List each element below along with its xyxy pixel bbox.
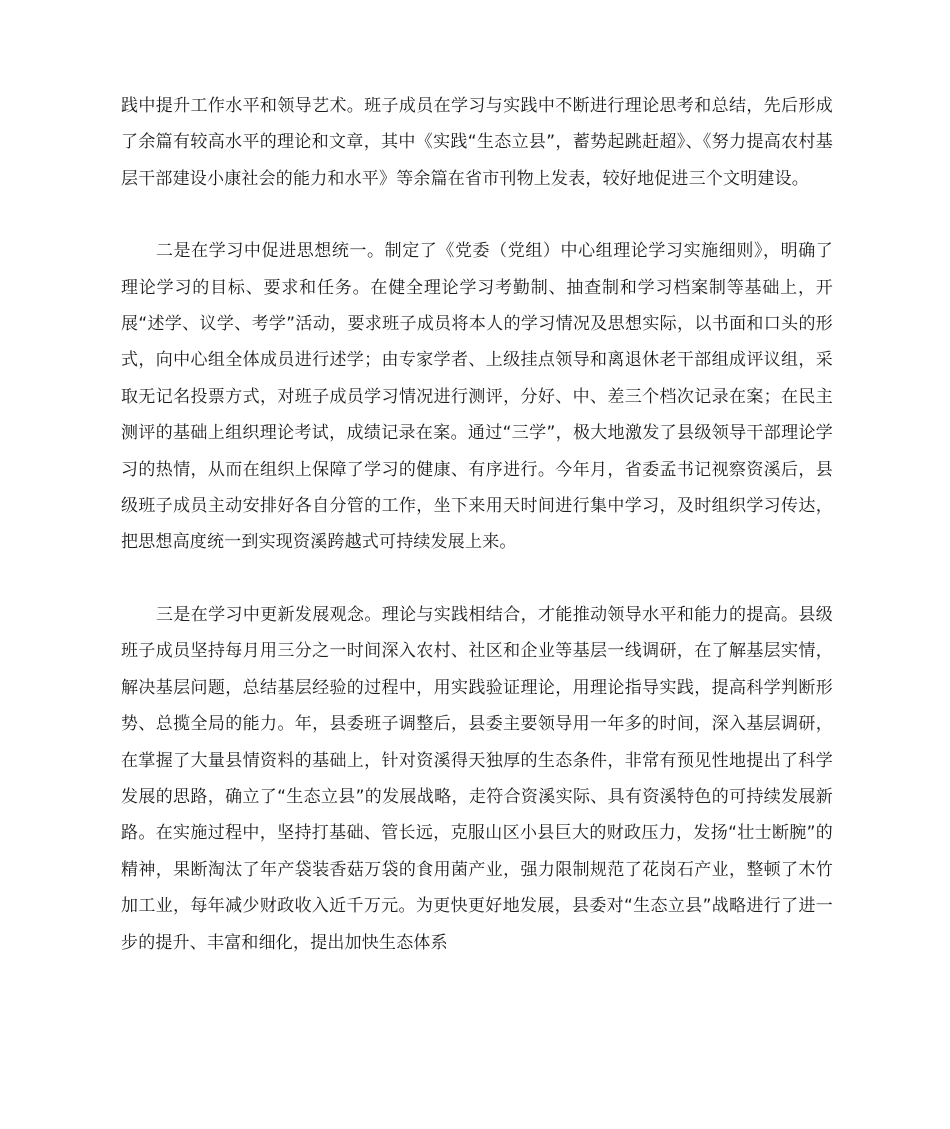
paragraph-gap (121, 561, 833, 597)
document-page (121, 88, 833, 961)
paragraph-thought-unity: 二是在学习中促进思想统一。制定了《党委（党组）中心组理论学习实施细则》，明确了理论学习的目标、要求和任务。在健全理论学习考勤制、抽查制和学习档案制等基础上，开展“述学、议学、考学”活动，要求班子成员将本人的学习情况及思想实际，以书面和口头的形式，向中心组全体成员进行述学；由专家学者、上级挂点领导和离退休老干部组成评议组，采取无记名投票方式，对班子成员学习情况进行测评，分好、中、差三个档次记录在案；在民主测评的基础上组织理论考试，成绩记录在案。通过“三学”，极大地激发了县级领导干部理论学习的热情，从而在组织上保障了学习的健康、有序进行。今年月，省委孟书记视察资溪后，县级班子成员主动安排好各自分管的工作，坐下来用天时间进行集中学习，及时组织学习传达，把思想高度统一到实现资溪跨越式可持续发展上来。 (121, 241, 833, 553)
paragraph-development-concept: 三是在学习中更新发展观念。理论与实践相结合，才能推动领导水平和能力的提高。县级班子成员坚持每月用三分之一时间深入农村、社区和企业等基层一线调研，在了解基层实情，解决基层问题，总结基层经验的过程中，用实践验证理论，用理论指导实践，提高科学判断形势、总揽全局的能力。年，县委班子调整后，县委主要领导用一年多的时间，深入基层调研，在掌握了大量县情资料的基础上，针对资溪得天独厚的生态条件，非常有预见性地提出了科学发展的思路，确立了“生态立县”的发展战略，走符合资溪实际、具有资溪特色的可持续发展新路。在实施过程中，坚持打基础、管长远，克服山区小县巨大的财政压力，发扬“壮士断腕”的精神，果断淘汰了年产袋装香菇万袋的食用菌产业，强力限制规范了花岗石产业，整顿了木竹加工业，每年减少财政收入近千万元。为更快更好地发展，县委对“生态立县”战略进行了进一步的提升、丰富和细化，提出加快生态体系 (121, 604, 833, 953)
paragraph-continuation: 践中提升工作水平和领导艺术。班子成员在学习与实践中不断进行理论思考和总结，先后形成了余篇有较高水平的理论和文章，其中《实践“生态立县”，蓄势起跳赶超》、《努力提高农村基层干部建设小康社会的能力和水平》等余篇在省市刊物上发表，较好地促进三个文明建设。 (121, 96, 833, 189)
paragraph-gap (121, 197, 833, 233)
